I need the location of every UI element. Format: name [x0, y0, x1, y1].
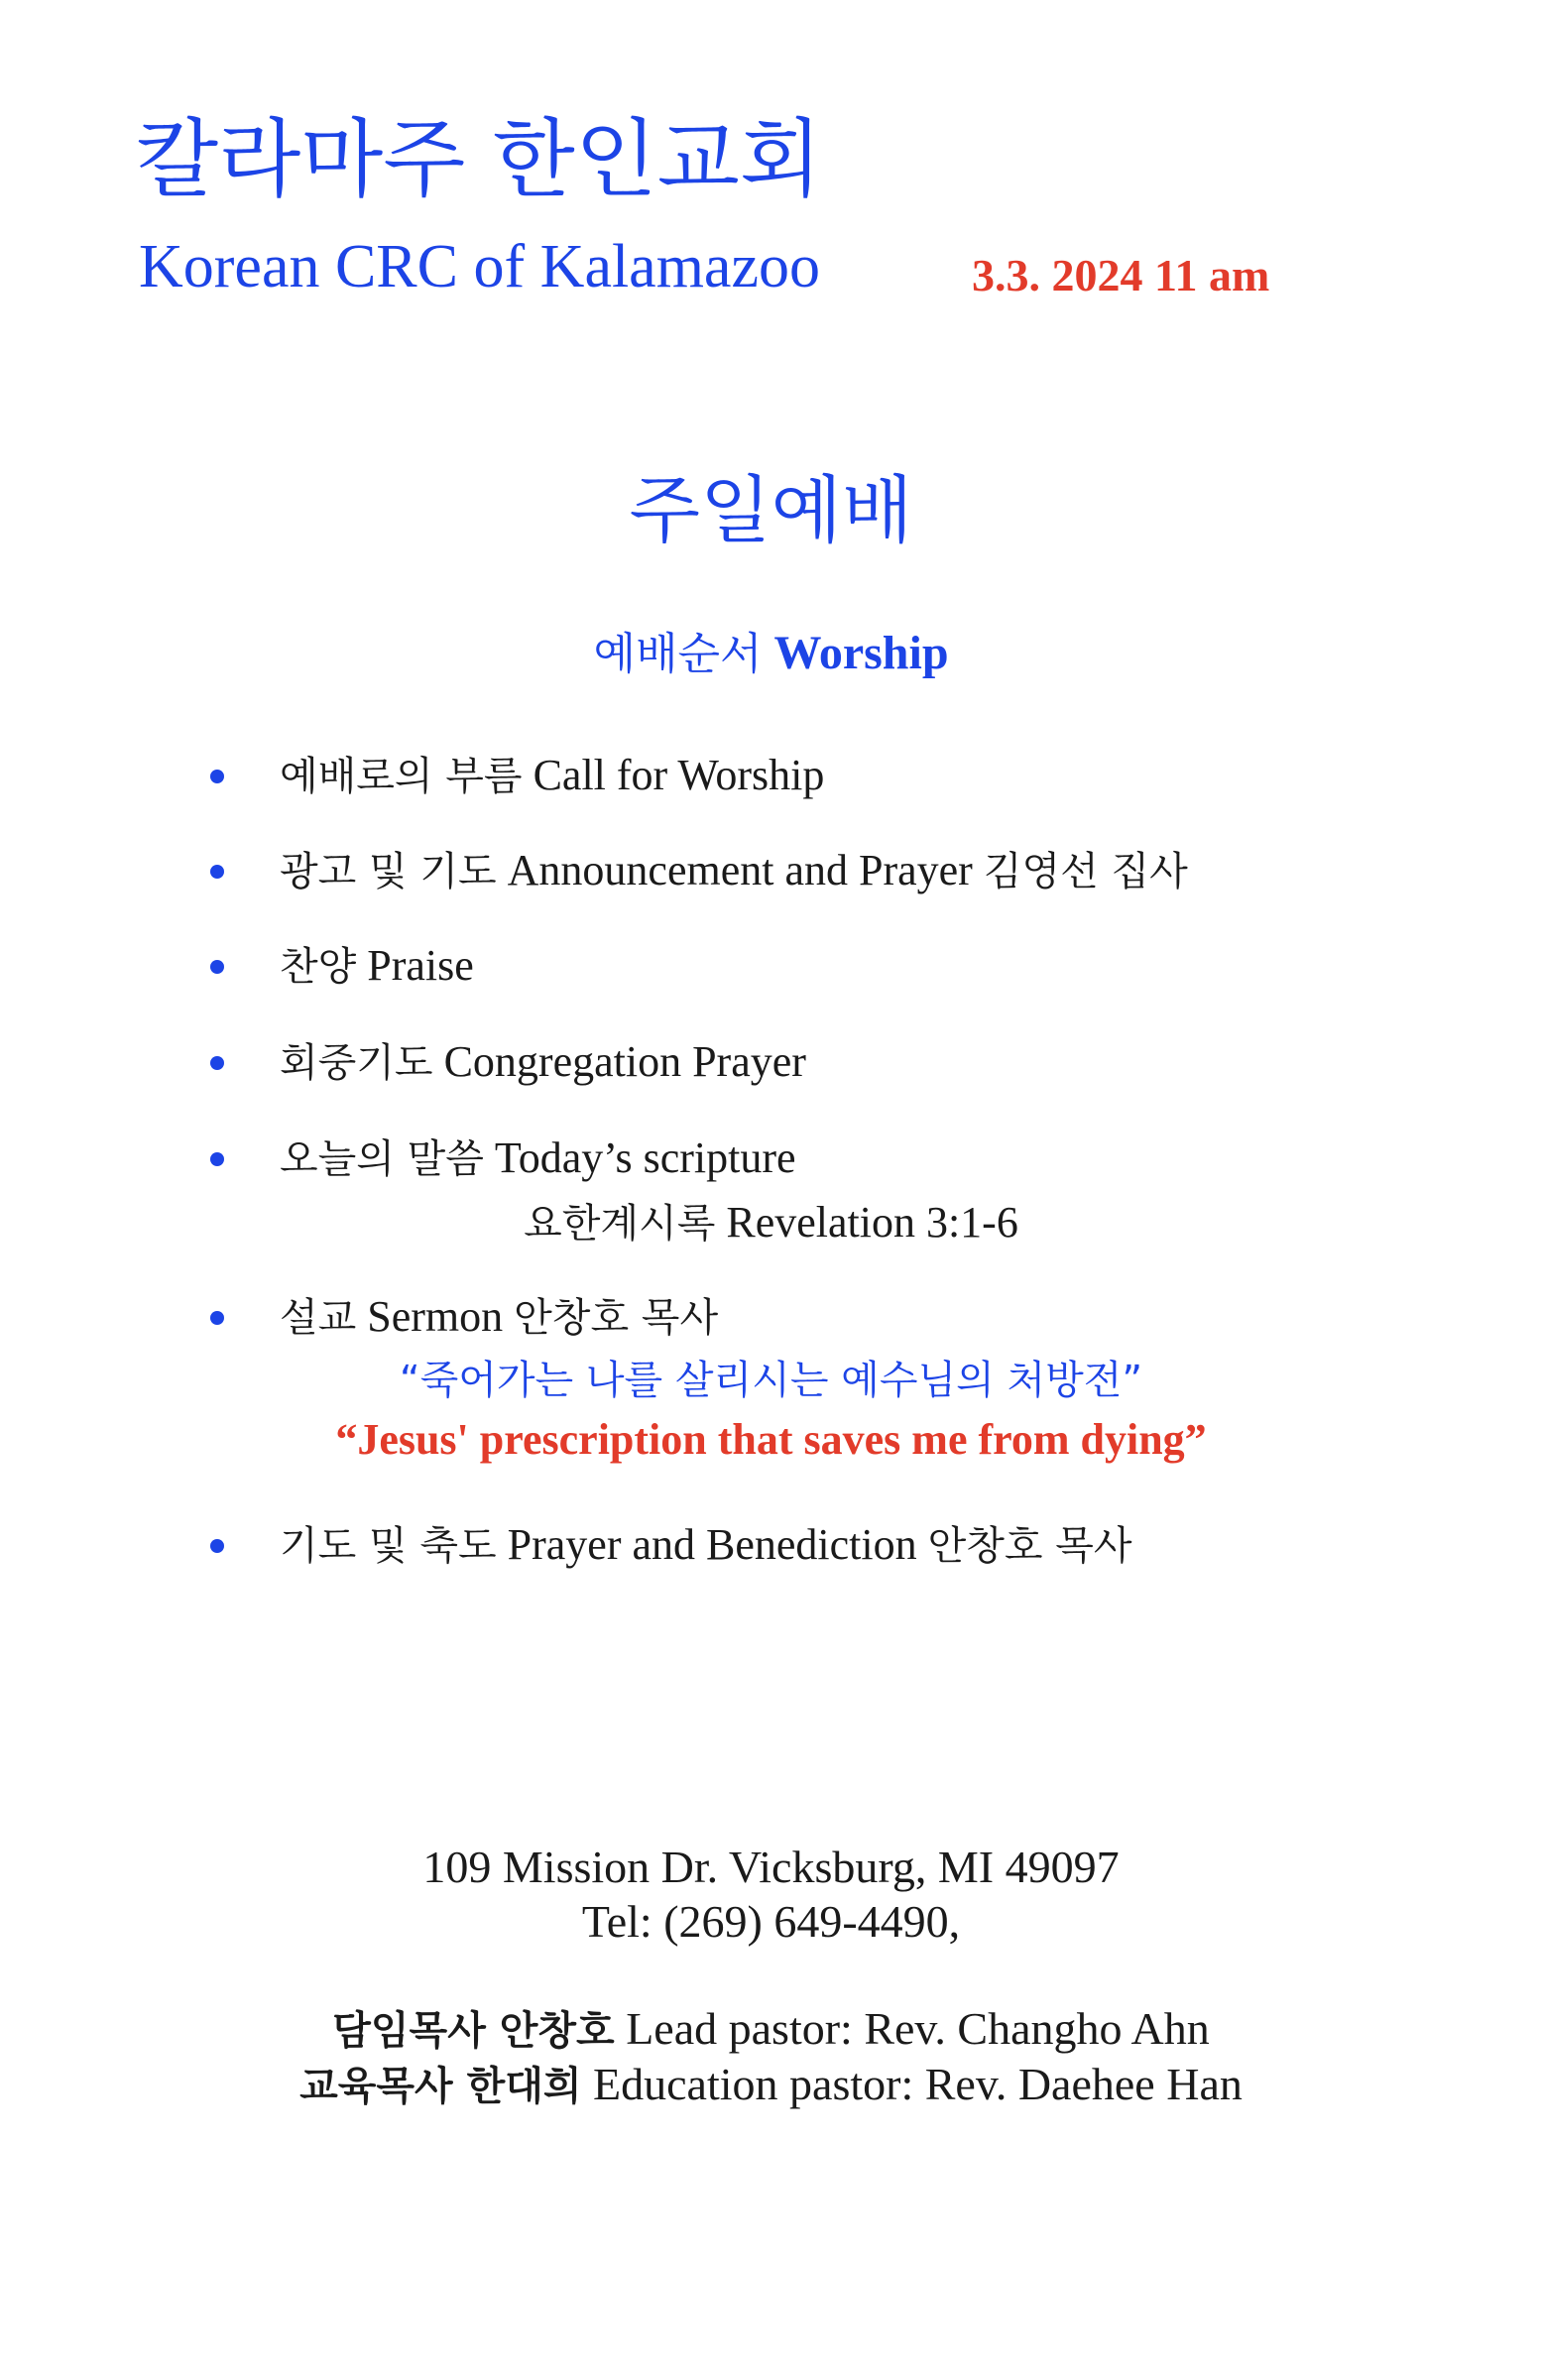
education-pastor-korean: 교육목사 한대희 — [299, 2064, 582, 2109]
list-item-call-for-worship — [0, 746, 1542, 805]
education-pastor-english: Education pastor: Rev. Daehee Han — [593, 2059, 1243, 2109]
order-heading-korean: 예배순서 — [593, 629, 763, 679]
list-item-praise — [0, 936, 1542, 996]
list-item-congregation-prayer — [0, 1032, 1542, 1092]
item-text — [280, 936, 474, 997]
item-label-korean: 회중기도 — [280, 1040, 433, 1086]
bullet-icon — [210, 1539, 224, 1553]
item-label-english: Congregation Prayer — [443, 1037, 806, 1086]
item-label-english: Prayer and Benediction — [507, 1520, 917, 1569]
bullet-icon — [210, 865, 224, 879]
service-date: 3.3. 2024 11 am — [972, 250, 1270, 300]
scripture-reference — [0, 1193, 1542, 1253]
bullet-icon — [210, 960, 224, 974]
church-name-korean: 칼라마주 한인교회 — [136, 110, 822, 209]
bullet-icon — [210, 1311, 224, 1325]
item-person: 안창호 목사 — [514, 1295, 719, 1341]
list-item-benediction — [0, 1515, 1542, 1575]
item-person: 김영선 집사 — [983, 849, 1188, 894]
item-label-english: Announcement and Prayer — [507, 846, 973, 894]
lead-pastor — [0, 2001, 1542, 2059]
bullet-icon — [210, 1152, 224, 1166]
list-item-scripture — [0, 1129, 1542, 1188]
service-title: 주일예배 — [629, 468, 913, 553]
item-text — [280, 1287, 718, 1348]
item-person: 안창호 목사 — [927, 1523, 1132, 1569]
bullet-icon — [210, 770, 224, 783]
item-label-korean: 광고 및 기도 — [280, 849, 497, 894]
item-label-english: Call for Worship — [533, 751, 825, 799]
item-label-english: Praise — [367, 941, 474, 990]
sermon-title-english: “Jesus' prescription that saves me from dying” — [335, 1415, 1207, 1464]
item-label-korean: 오늘의 말씀 — [280, 1136, 484, 1182]
item-text — [280, 746, 824, 806]
item-label-english: Sermon — [367, 1292, 504, 1341]
church-phone: Tel: (269) 649-4490, — [581, 1896, 961, 1947]
item-label-korean: 찬양 — [280, 944, 357, 990]
bullet-icon — [210, 1056, 224, 1070]
item-label-korean: 기도 및 축도 — [280, 1523, 497, 1569]
list-item-sermon — [0, 1287, 1542, 1347]
item-label-korean: 설교 — [280, 1295, 357, 1341]
item-text — [280, 1032, 806, 1093]
item-text — [280, 841, 1188, 901]
lead-pastor-english: Lead pastor: Rev. Changho Ahn — [626, 2003, 1210, 2054]
scripture-korean: 요한계시록 — [524, 1201, 716, 1247]
education-pastor — [0, 2057, 1542, 2114]
sermon-title-korean: “죽어가는 나를 살리시는 예수님의 처방전” — [399, 1358, 1143, 1403]
item-text — [280, 1515, 1132, 1576]
church-name-english: Korean CRC of Kalamazoo — [139, 233, 820, 300]
order-heading-english: Worship — [773, 627, 949, 679]
scripture-english: Revelation 3:1-6 — [726, 1198, 1018, 1247]
item-text — [280, 1129, 796, 1189]
church-address: 109 Mission Dr. Vicksburg, MI 49097 — [422, 1842, 1120, 1892]
item-label-korean: 예배로의 부름 — [280, 754, 523, 799]
lead-pastor-korean: 담임목사 안창호 — [332, 2008, 615, 2054]
order-of-worship-heading — [0, 627, 1542, 679]
item-label-english: Today’s scripture — [494, 1133, 796, 1182]
list-item-announcement — [0, 841, 1542, 900]
